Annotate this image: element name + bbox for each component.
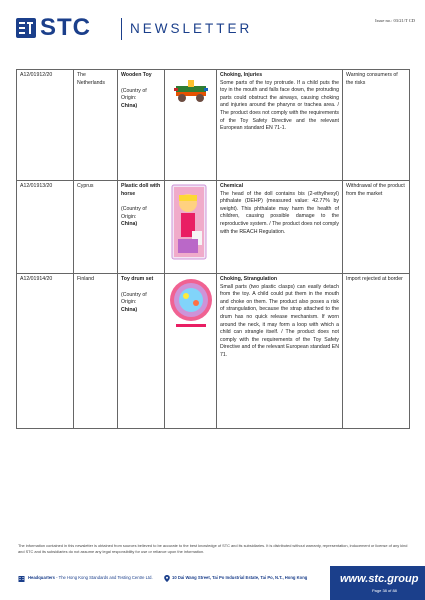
product-image-cell <box>165 181 217 274</box>
building-icon <box>18 575 25 582</box>
risk-type: Choking, Strangulation <box>220 276 278 282</box>
stc-logo-icon <box>16 18 36 38</box>
product-image-cell <box>165 274 217 429</box>
header-divider <box>121 18 122 40</box>
product-image <box>168 183 212 263</box>
notifying-country: Cyprus <box>74 181 118 274</box>
recall-table <box>16 69 410 429</box>
reference-number: A12/01912/20 <box>17 70 74 181</box>
risk-description: Small parts (two plastic clasps) can easily detach from the toy. A child could put them in the mouth and choke on them. The product also poses a risk of strangulation, because the strap attached to the drum has no quick release mechanism. If worn around the neck, it may form a loop with which a child can strangle itself. / The product does not comply with the requirements of the Toy Safety Directive and of the relevant European standard EN 71. <box>220 283 339 358</box>
product-name: Wooden Toy <box>121 72 152 78</box>
page-header <box>0 0 425 58</box>
location-pin-icon <box>164 575 170 582</box>
product-cell <box>118 70 165 181</box>
notifying-country: The Netherlands <box>74 70 118 181</box>
measures-taken: Warning consumers of the risks <box>343 70 410 181</box>
risk-type: Chemical <box>220 183 244 189</box>
product-origin: (Country of Origin: China) <box>121 206 147 228</box>
headquarters-label: Headquarters - The Hong Kong Standards and Testing Centre Ltd. <box>28 575 153 580</box>
risk-description: Some parts of the toy protrude. If a child puts the toy in the mouth and falls face down, the protruding parts could obstruct the airways, causing choking and injuries around the pharynx or trachea area. / The product does not comply with the requirements of the Toy Safety Directive and the relevant European standard EN 71-1. <box>220 79 339 132</box>
risk-cell <box>217 181 343 274</box>
risk-cell <box>217 274 343 429</box>
product-image <box>168 276 214 338</box>
address-text: 10 Dai Wang Street, Tai Po Industrial Estate, Tai Po, N.T., Hong Kong <box>172 575 308 580</box>
product-origin: (Country of Origin: China) <box>121 87 147 109</box>
table-row <box>17 274 410 429</box>
reference-number: A12/01914/20 <box>17 274 74 429</box>
reference-number: A12/01913/20 <box>17 181 74 274</box>
risk-cell <box>217 70 343 181</box>
notifying-country: Finland <box>74 274 118 429</box>
risk-type: Choking, Injuries <box>220 72 263 78</box>
table-row <box>17 70 410 181</box>
product-image-cell <box>165 70 217 181</box>
risk-description: The head of the doll contains bis (2-ethylhexyl) phthalate (DEHP) (measured value: 42.77% by weight). This phthalate may harm the health of children, causing possible damage to the reproductive system. / The product does not comply with the REACH Regulation. <box>220 190 339 235</box>
product-cell <box>118 181 165 274</box>
product-image <box>168 72 212 112</box>
issue-number: Issue no.: 03/21/T CD <box>375 18 415 23</box>
website-link[interactable]: www.stc.group <box>340 573 419 585</box>
brand-name: STC <box>40 14 91 41</box>
measures-taken: Withdrawal of the product from the market <box>343 181 410 274</box>
product-name: Toy drum set <box>121 276 154 282</box>
product-origin: (Country of Origin: China) <box>121 291 147 313</box>
newsletter-title: NEWSLETTER <box>130 21 253 36</box>
product-name: Plastic doll with horse <box>121 183 161 197</box>
product-cell <box>118 274 165 429</box>
page-number: Page 38 of 88 <box>372 588 397 593</box>
disclaimer-text: The information contained in this newsletter is obtained from sources believed to be accurate to the best knowledge of STC and its subsidiaries. It is distributed without warranty, representation, inducement or license of any kind and STC and its subsidiaries do not assume any legal responsibility for use or reliance upon the information. <box>18 543 408 554</box>
table-row <box>17 181 410 274</box>
measures-taken: Import rejected at border <box>343 274 410 429</box>
